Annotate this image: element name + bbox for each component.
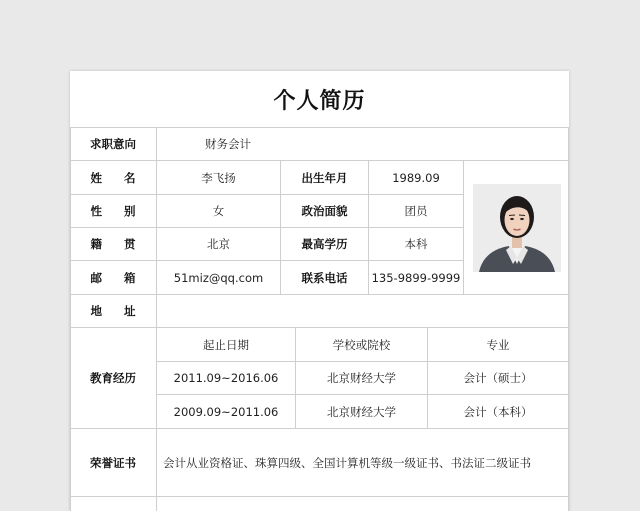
label-gender: 性 别 [70,195,157,228]
edu-row-2-dates: 2009.09~2011.06 [157,395,296,429]
value-name: 李飞扬 [157,161,281,195]
edu-row-1-school: 北京财经大学 [296,362,428,395]
label-phone: 联系电话 [281,261,369,295]
label-address: 地 址 [70,295,157,328]
label-honors: 荣誉证书 [70,429,157,497]
label-education: 教育经历 [70,328,157,429]
value-email: 51miz@qq.com [157,261,281,295]
label-politics: 政治面貌 [281,195,369,228]
profile-photo [473,184,561,272]
next-row-label-cell [70,497,157,511]
value-degree: 本科 [369,228,464,261]
edu-row-1-dates: 2011.09~2016.06 [157,362,296,395]
edu-row-2-school: 北京财经大学 [296,395,428,429]
label-origin: 籍 贯 [70,228,157,261]
edu-header-school: 学校或院校 [296,328,428,362]
resume-sheet [70,71,569,511]
value-origin: 北京 [157,228,281,261]
label-job-intent: 求职意向 [70,128,157,161]
value-honors: 会计从业资格证、珠算四级、全国计算机等级一级证书、书法证二级证书 [157,429,569,497]
edu-row-1-major: 会计（硕士） [428,362,569,395]
value-job-intent: 财务会计 [157,128,569,161]
edu-header-major: 专业 [428,328,569,362]
label-name: 姓 名 [70,161,157,195]
value-address [157,295,569,328]
value-birth: 1989.09 [369,161,464,195]
label-birth: 出生年月 [281,161,369,195]
label-degree: 最高学历 [281,228,369,261]
value-politics: 团员 [369,195,464,228]
page-title: 个人简历 [273,88,366,114]
value-gender: 女 [157,195,281,228]
value-phone: 135-9899-9999 [369,261,464,295]
edu-row-2-major: 会计（本科） [428,395,569,429]
next-row-value-cell [157,497,569,511]
portrait-illustration [473,184,561,272]
edu-header-dates: 起止日期 [157,328,296,362]
label-email: 邮 箱 [70,261,157,295]
